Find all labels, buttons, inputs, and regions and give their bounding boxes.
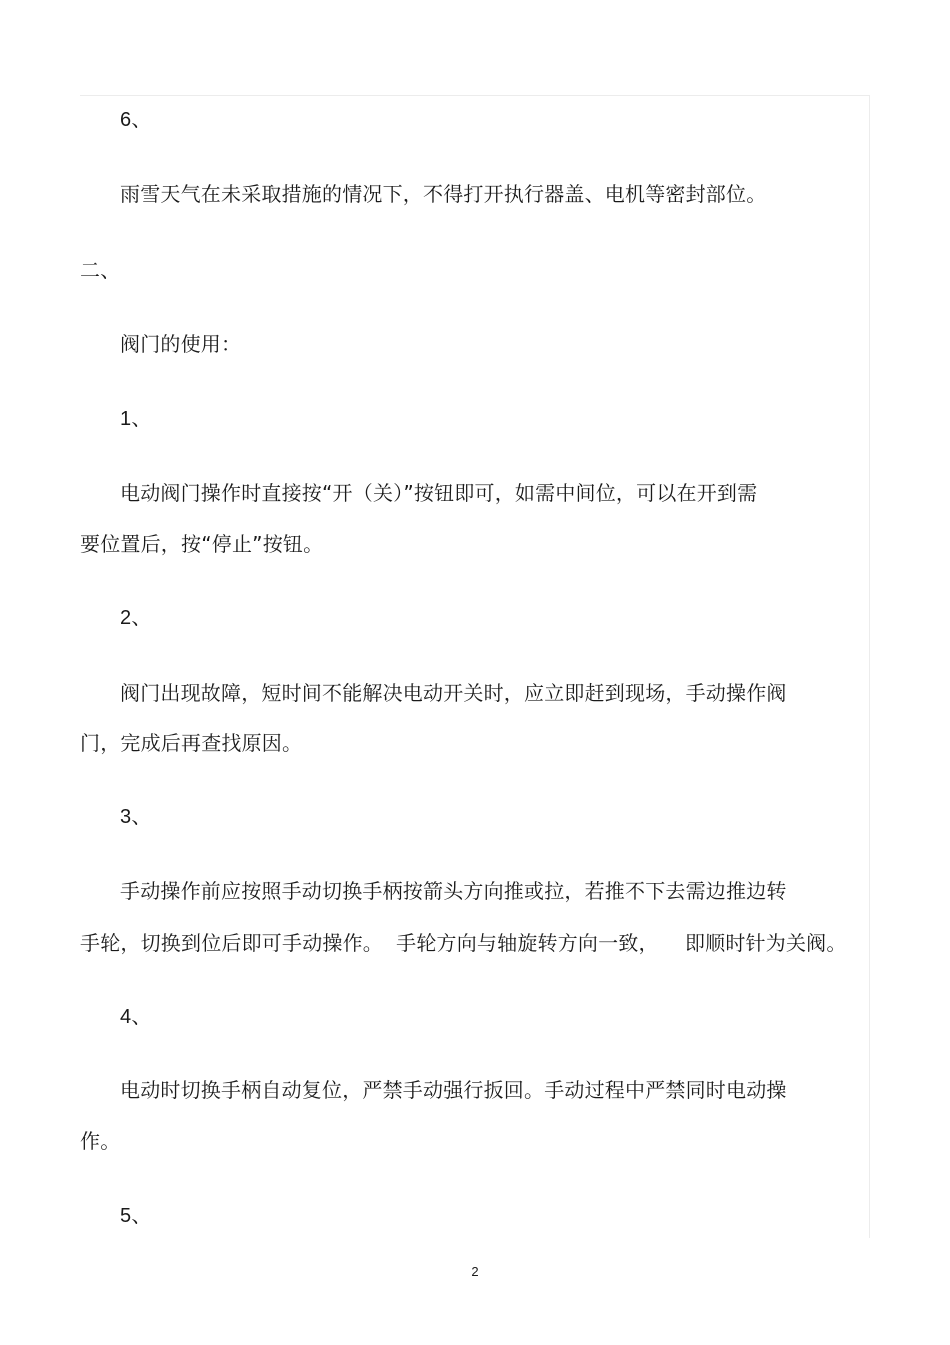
- section-heading-2: 二、: [80, 258, 121, 282]
- item-number-1: 1、: [120, 408, 152, 430]
- paragraph-line: 手动操作前应按照手动切换手柄按箭头方向推或拉，若推不下去需边推边转: [120, 879, 787, 903]
- paragraph-line: 门，完成后再查找原因。: [80, 731, 303, 755]
- paragraph-line: 电动时切换手柄自动复位，严禁手动强行扳回。手动过程中严禁同时电动操: [120, 1078, 787, 1102]
- paragraph-line: 手轮，切换到位后即可手动操作。 手轮方向与轴旋转方向一致， 即顺时针为关阀。: [80, 931, 847, 955]
- page-frame: [80, 95, 870, 1238]
- item-number-5: 5、: [120, 1205, 152, 1227]
- item-number-3: 3、: [120, 806, 152, 828]
- item-number-6: 6、: [120, 109, 152, 131]
- item-number-4: 4、: [120, 1006, 152, 1028]
- item-number-2: 2、: [120, 607, 152, 629]
- paragraph-line: 阀门出现故障，短时间不能解决电动开关时，应立即赶到现场，手动操作阀: [120, 681, 787, 705]
- section-title: 阀门的使用：: [120, 332, 242, 356]
- paragraph-line: 雨雪天气在未采取措施的情况下，不得打开执行器盖、电机等密封部位。: [120, 182, 767, 206]
- paragraph-line: 作。: [80, 1129, 121, 1153]
- page-number: 2: [471, 1264, 479, 1279]
- paragraph-line: 要位置后，按“停止”按钮。: [80, 532, 324, 556]
- paragraph-line: 电动阀门操作时直接按“开（关）”按钮即可，如需中间位，可以在开到需: [120, 481, 758, 505]
